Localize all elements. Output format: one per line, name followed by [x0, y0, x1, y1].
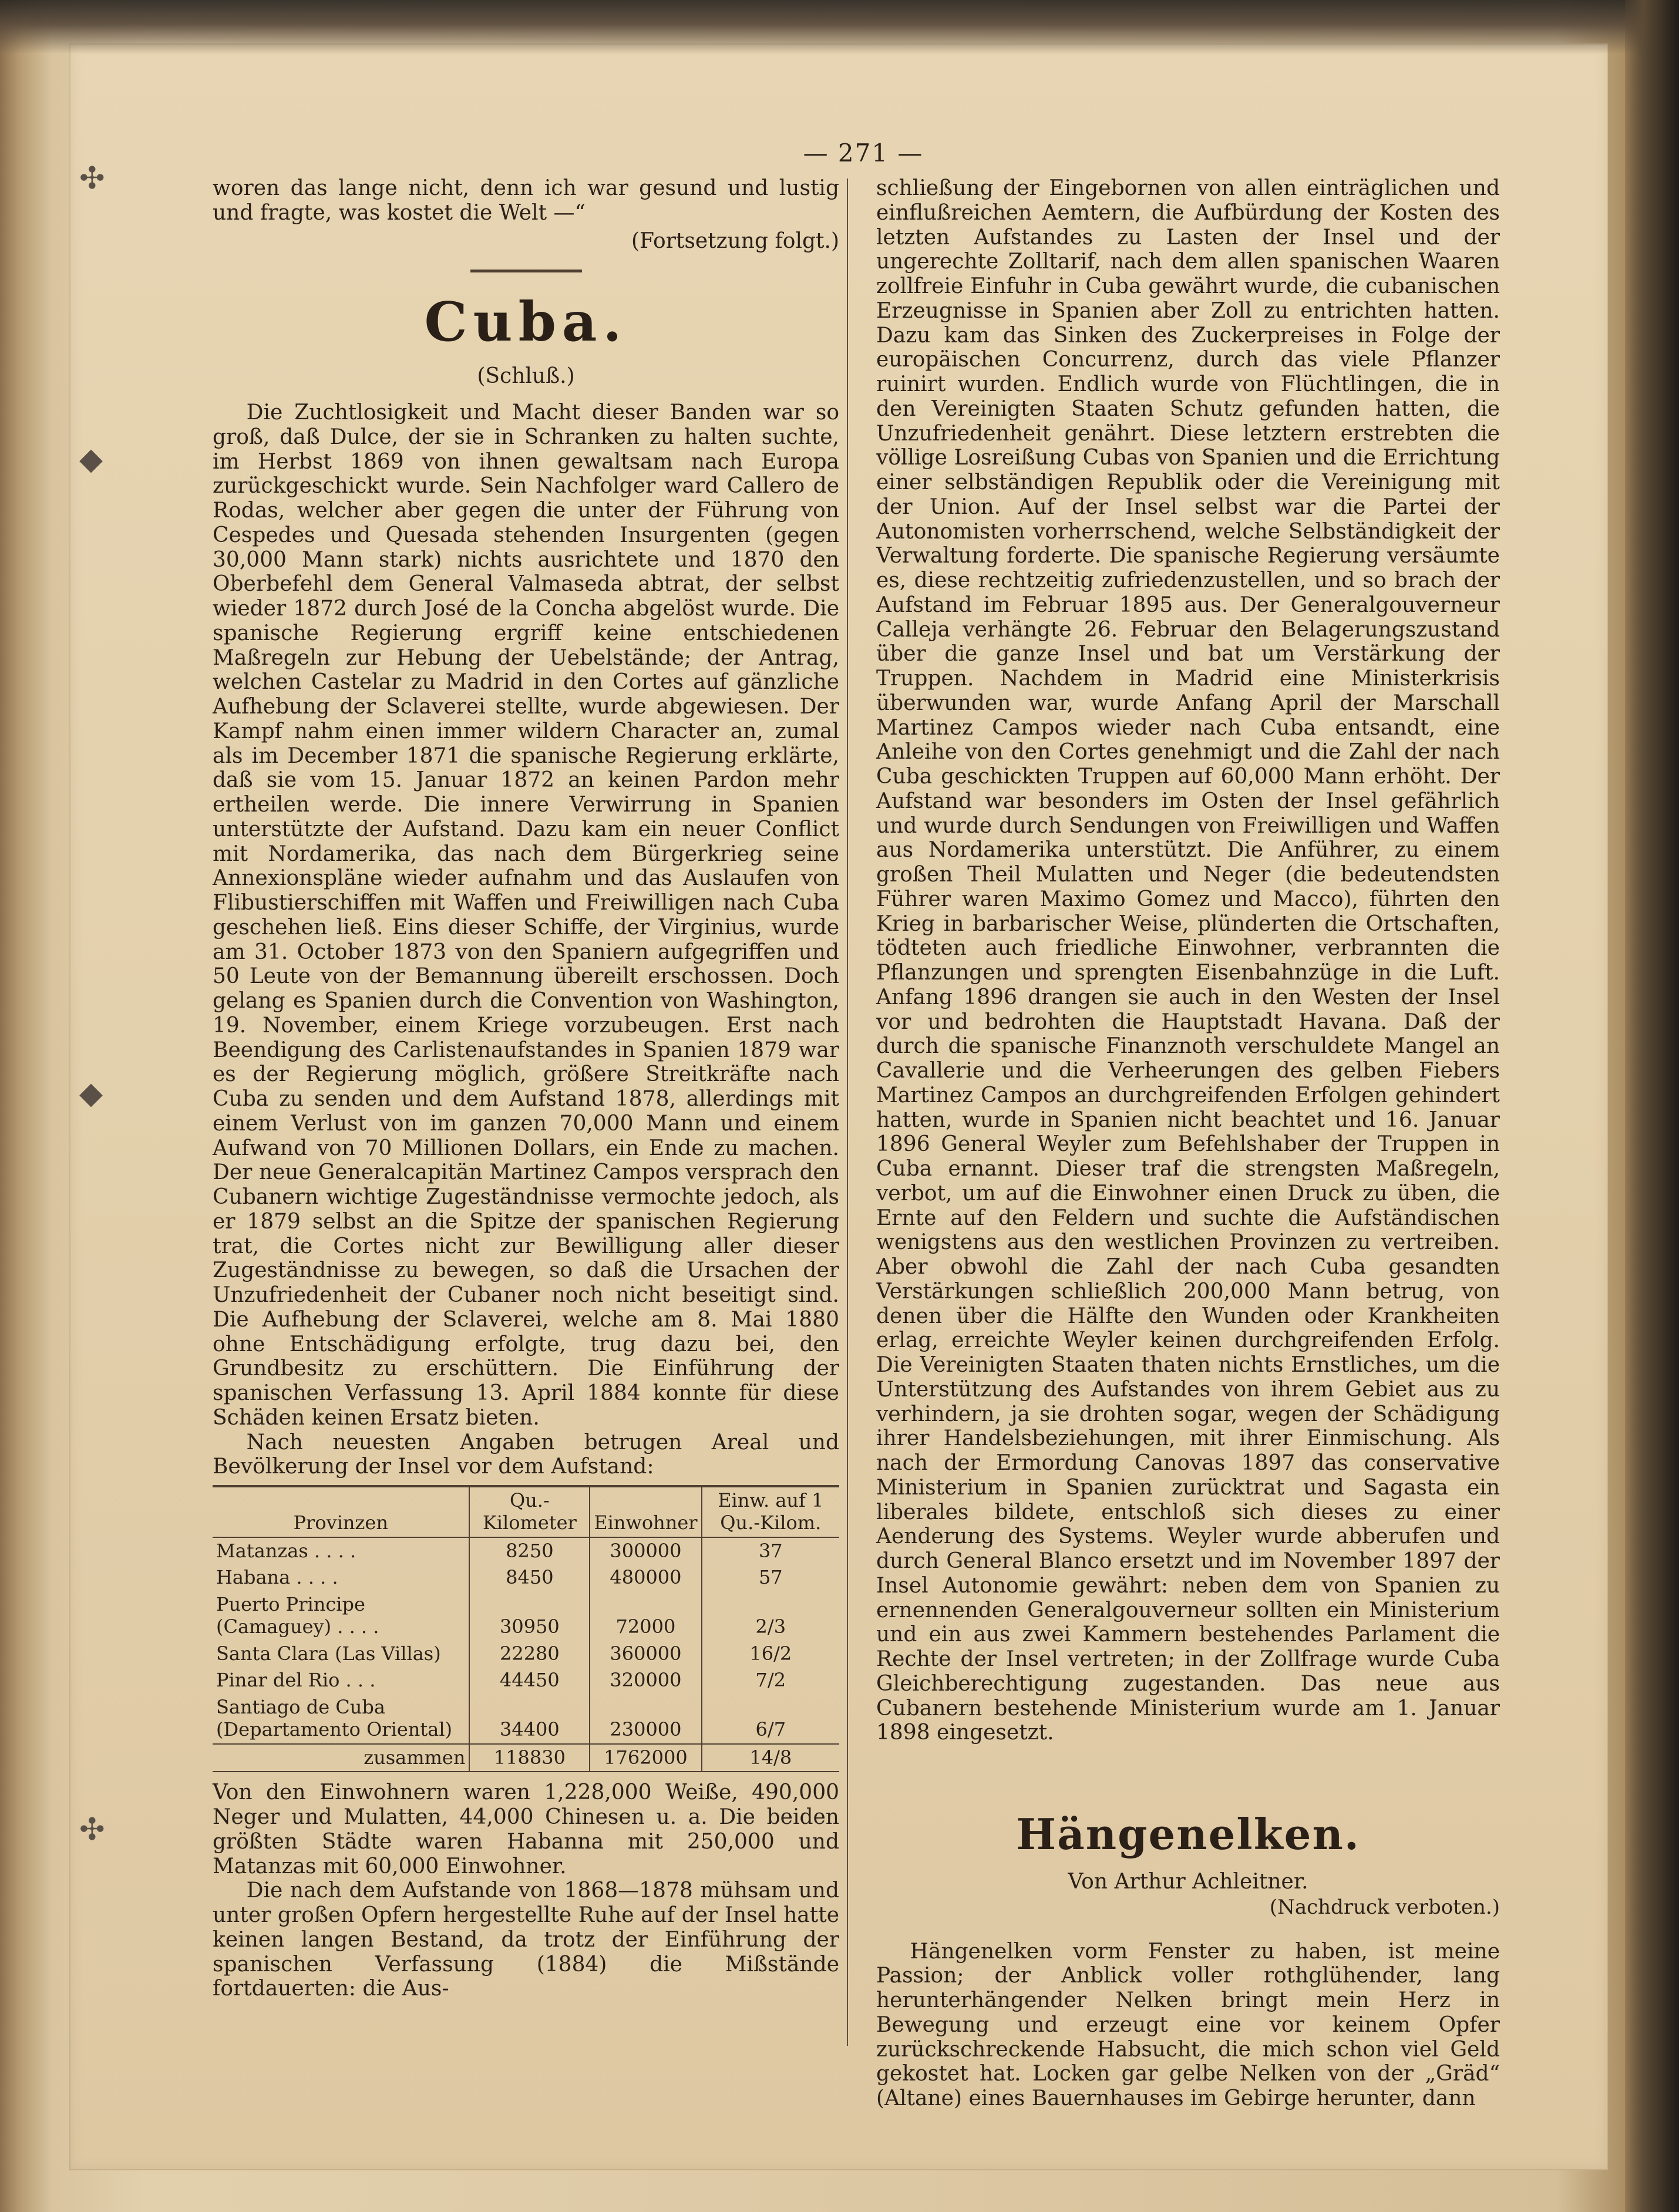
population-data-table	[213, 1487, 839, 1771]
province-area: 30950	[469, 1591, 590, 1641]
province-area: 34400	[469, 1694, 590, 1744]
table-header-row	[213, 1487, 839, 1537]
author-line: Von Arthur Achleitner.	[1068, 1869, 1308, 1894]
registration-diamond-icon: ◆	[79, 1076, 103, 1111]
province-name: Habana . . . .	[216, 1566, 338, 1589]
table-row	[213, 1537, 839, 1565]
province-inhabitants: 72000	[590, 1591, 701, 1641]
table-row	[213, 1564, 839, 1591]
cuba-closing-paragraph: Die nach dem Aufstande von 1868—1878 mühsam und unter großen Opfern hergestellte Ruhe auf der Insel hatte keinen langen Bestand, da trotz der Einführung der spanischen Verfassung (1884) die Mißstände fortdauerten: die Aus-	[213, 1878, 839, 2001]
province-name: Santiago de Cuba (Departamento Oriental)	[216, 1696, 453, 1740]
cuba-paragraph: Nach neuesten Angaben betrugen Areal und Bevölkerung der Insel vor dem Aufstand:	[213, 1430, 839, 1479]
table-header-density: Einw. auf 1 Qu.-Kilom.	[702, 1487, 839, 1537]
province-density: 16/2	[702, 1641, 839, 1668]
haengenelken-title: Hängenelken.	[1016, 1809, 1360, 1859]
page-number: — 271 —	[803, 139, 924, 167]
scan-right-edge	[1625, 0, 1679, 2212]
continued-story-text: woren das lange nicht, denn ich war gesund und lustig und fragte, was kostet die Welt —“	[213, 176, 839, 225]
province-area: 8250	[469, 1537, 590, 1565]
table-header-provinces: Provinzen	[213, 1487, 469, 1537]
cuba-continued-paragraph: schließung der Eingebornen von allen einträglichen und einflußreichen Aemtern, die Aufbürdung der Kosten des letzten Aufstandes zu Lasten der Insel und der ungerechte Zolltarif, nach dem allen spanischen Waaren zollfreie Einfuhr in Cuba gewährt wurde, die cubanischen Erzeugnisse in Spanien aber Zoll zu entrichten hatten. Dazu kam das Sinken des Zuckerpreises in Folge der europäischen Concurrenz, durch das viele Pflanzer ruinirt wurden. Endlich wurde von Flüchtlingen, die in den Vereinigten Staaten Schutz gefunden hatten, die Unzufriedenheit genährt. Diese letztern erstrebten die völlige Losreißung Cubas von Spanien und die Errichtung einer selbständigen Republik oder die Vereinigung mit der Union. Auf der Insel selbst war die Partei der Autonomisten vorherrschend, welche Selbständigkeit der Verwaltung forderte. Die spanische Regierung versäumte es, diese rechtzeitig zufriedenzustellen, und so brach der Aufstand im Februar 1895 aus. Der Generalgouverneur Calleja verhängte 26. Februar den Belagerungszustand über die ganze Insel und bat um Verstärkung der Truppen. Nachdem in Madrid eine Ministerkrisis überwunden war, wurde Anfang April der Marschall Martinez Campos wieder nach Cuba entsandt, eine Anleihe von den Cortes genehmigt und die Zahl der nach Cuba geschickten Truppen auf 60,000 Mann erhöht. Der Aufstand war besonders im Osten der Insel gefährlich und wurde durch Sendungen von Freiwilligen und Waffen aus Nordamerika unterstützt. Die Anführer, zu einem großen Theil Mulatten und Neger (die bedeutendsten Führer waren Maximo Gomez und Macco), führten den Krieg in barbarischer Weise, plünderten die Ortschaften, tödteten auch friedliche Einwohner, verbrannten die Pflanzungen und sprengten Eisenbahnzüge in die Luft. Anfang 1896 drangen sie auch in den Westen der Insel vor und bedrohten die Hauptstadt Havana. Daß der durch die spanische Finanznoth verschuldete Mangel an Cavallerie und die Verheerungen des gelben Fiebers Martinez Campos an durchgreifenden Erfolgen gehindert hatten, wurde in Spanien nicht beachtet und 16. Januar 1896 General Weyler zum Befehlshaber der Truppen in Cuba ernannt. Dieser traf die strengsten Maßregeln, verbot, um auf die Einwohner einen Druck zu üben, die Ernte auf den Feldern und suchte die Aufständischen wenigstens aus den westlichen Provinzen zu vertreiben. Aber obwohl die Zahl der nach Cuba gesandten Verstärkungen schließlich 200,000 Mann betrug, von denen über die Hälfte den Wunden oder Krankheiten erlag, erreichte Weyler keinen durchgreifenden Erfolg. Die Vereinigten Staaten thaten nichts Ernstliches, um die Unterstützung des Aufstandes von ihrem Gebiet aus zu verhindern, ja sie drohten sogar, wegen der Schädigung ihrer Handelsbeziehungen, mit ihrer Einmischung. Als nach der Ermordung Canovas 1897 das conservative Ministerium in Spanien zurücktrat und Sagasta ein liberales bildete, entschloß sich dieses zu einer Aenderung des Systems. Weyler wurde abberufen und durch General Blanco ersetzt und im November 1897 der Insel Autonomie gewährt: neben dem von Spanien zu ernennenden Generalgouverneur sollten ein Ministerium und ein aus zwei Kammern bestehendes Parlament die Rechte der Insel vertreten; in der Zollfrage wurde Cuba Gleichberechtigung zugestanden. Das neue aus Cubanern bestehende Ministerium wurde am 1. Januar 1898 eingesetzt.	[876, 176, 1500, 1745]
registration-cross-icon: ✣	[79, 1812, 105, 1847]
total-inhabitants: 1762000	[590, 1744, 701, 1772]
cuba-paragraph: Die Zuchtlosigkeit und Macht dieser Banden war so groß, daß Dulce, der sie in Schranken zu halten suchte, im Herbst 1869 von ihnen gewaltsam nach Europa zurückgeschickt wurde. Sein Nachfolger ward Callero de Rodas, welcher aber gegen die unter der Führung von Cespedes und Quesada stehenden Insurgenten (gegen 30,000 Mann stark) nichts ausrichtete und 1870 den Oberbefehl dem General Valmaseda abtrat, der selbst wieder 1872 durch José de la Concha abgelöst wurde. Die spanische Regierung ergriff keine entschiedenen Maßregeln zur Hebung der Uebelstände; der Antrag, welchen Castelar zu Madrid in den Cortes auf gänzliche Aufhebung der Sclaverei stellte, wurde abgewiesen. Der Kampf nahm einen immer wildern Character an, zumal als im December 1871 die spanische Regierung erklärte, daß sie vom 15. Januar 1872 an keinen Pardon mehr ertheilen werde. Die innere Verwirrung in Spanien unterstützte der Aufstand. Dazu kam ein neuer Conflict mit Nordamerika, das nach dem Bürgerkrieg seine Annexionspläne wieder aufnahm und das Auslaufen von Flibustierschiffen mit Waffen und Freiwilligen nach Cuba geschehen ließ. Eins dieser Schiffe, der Virginius, wurde am 31. October 1873 von den Spaniern aufgegriffen und 50 Leute von der Bemannung übereilt erschossen. Doch gelang es Spanien durch die Convention von Washington, 19. November, einem Kriege vorzubeugen. Erst nach Beendigung des Carlistenaufstandes in Spanien 1879 war es der Regierung möglich, größere Streitkräfte nach Cuba zu senden und dem Aufstand 1878, allerdings mit einem Verlust von im ganzen 70,000 Mann und einem Aufwand von 70 Millionen Dollars, ein Ende zu machen. Der neue Generalcapitän Martinez Campos versprach den Cubanern wichtige Zugeständnisse vermochte jedoch, als er 1879 selbst an die Spitze der spanischen Regierung trat, die Cortes nicht zur Bewilligung aller dieser Zugeständnisse zu bewegen, so daß die Ursachen der Unzufriedenheit der Cubaner noch nicht beseitigt sind. Die Aufhebung der Sclaverei, welche am 8. Mai 1880 ohne Entschädigung erfolgte, trug dazu bei, den Grundbesitz zu erschüttern. Die Einführung der spanischen Verfassung 13. April 1884 konnte für diese Schäden keinen Ersatz bieten.	[213, 400, 839, 1430]
province-name: Pinar del Rio . . .	[216, 1669, 376, 1692]
table-row	[213, 1641, 839, 1668]
province-area: 22280	[469, 1641, 590, 1668]
province-density: 57	[702, 1564, 839, 1591]
scan-top-edge	[0, 0, 1679, 54]
province-name: Puerto Principe (Camaguey) . . . .	[216, 1593, 379, 1638]
section-divider	[470, 270, 582, 272]
province-inhabitants: 230000	[590, 1694, 701, 1744]
haengenelken-paragraph: Hängenelken vorm Fenster zu haben, ist meine Passion; der Anblick voller rothglühender, lang herunterhängender Nelken bringt mein Herz in Bewegung und erzeugt eine vor keinem Opfer zurückschreckende Habsucht, die mich schon viel Geld gekostet hat. Locken gar gelbe Nelken von der „Gräd“ (Altane) eines Bauernhauses im Gebirge herunter, dann	[876, 1939, 1500, 2111]
province-density: 7/2	[702, 1667, 839, 1694]
province-inhabitants: 360000	[590, 1641, 701, 1668]
province-inhabitants: 320000	[590, 1667, 701, 1694]
province-inhabitants: 300000	[590, 1537, 701, 1565]
cuba-section-note: (Schluß.)	[477, 364, 575, 389]
table-row	[213, 1591, 839, 1641]
total-density: 14/8	[702, 1744, 839, 1772]
total-area: 118830	[469, 1744, 590, 1772]
province-area: 44450	[469, 1667, 590, 1694]
province-area: 8450	[469, 1564, 590, 1591]
continuation-note: (Fortsetzung folgt.)	[631, 228, 839, 253]
table-row	[213, 1694, 839, 1744]
province-name: Santa Clara (Las Villas)	[216, 1642, 441, 1665]
registration-cross-icon: ✣	[79, 161, 105, 196]
table-header-area: Qu.-Kilometer	[469, 1487, 590, 1537]
province-inhabitants: 480000	[590, 1564, 701, 1591]
reprint-rights-note: (Nachdruck verboten.)	[1269, 1895, 1500, 1920]
right-article-column	[876, 176, 1500, 2111]
population-table	[213, 1485, 839, 1772]
province-density: 6/7	[702, 1694, 839, 1744]
table-header-inhabitants: Einwohner	[590, 1487, 701, 1537]
left-article-column	[213, 176, 839, 2083]
population-summary: Von den Einwohnern waren 1,228,000 Weiße, 490,000 Neger und Mulatten, 44,000 Chinesen u. a. Die beiden größten Städte waren Habanna mit 250,000 und Matanzas mit 60,000 Einwohner.	[213, 1780, 839, 1878]
column-divider	[847, 179, 848, 2046]
total-label: zusammen	[213, 1744, 469, 1772]
table-row	[213, 1667, 839, 1694]
table-total-row	[213, 1744, 839, 1772]
cuba-title: Cuba.	[424, 290, 628, 354]
registration-diamond-icon: ◆	[79, 442, 103, 477]
province-density: 2/3	[702, 1591, 839, 1641]
province-density: 37	[702, 1537, 839, 1565]
province-name: Matanzas . . . .	[216, 1539, 356, 1562]
